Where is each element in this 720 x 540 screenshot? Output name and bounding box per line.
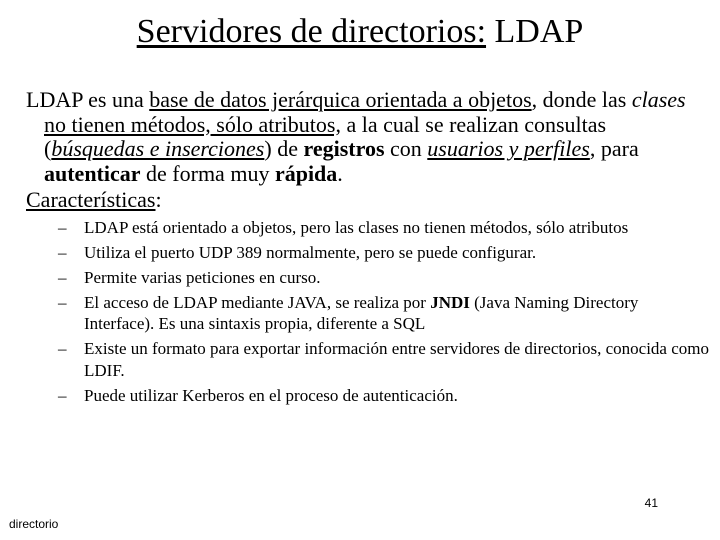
intro-text: con: [384, 136, 428, 161]
footer-label: directorio: [9, 517, 59, 531]
list-item: [58, 242, 710, 264]
list-item-text: Utiliza el puerto UDP 389 normalmente, pero se puede configurar.: [84, 242, 537, 262]
title-underlined: Servidores de directorios:: [136, 13, 487, 50]
list-item-text: Permite varias peticiones en curso.: [84, 267, 321, 287]
list-item: [58, 385, 710, 407]
characteristics-colon: :: [155, 187, 162, 212]
slide-body: [26, 88, 710, 410]
slide-title: [0, 10, 720, 54]
intro-bold: autenticar: [44, 160, 141, 186]
intro-text: .: [337, 160, 343, 186]
intro-italic-underline: usuarios y perfiles: [427, 136, 590, 161]
list-item-text: Existe un formato para exportar información entre servidores de directorios, conocida como LDIF.: [84, 339, 709, 380]
list-item: [58, 292, 710, 335]
intro-italic-underline: búsquedas e inserciones: [51, 136, 265, 161]
intro-underline: no tienen métodos, sólo atributos,: [44, 111, 341, 137]
list-item-text: Puede utilizar Kerberos en el proceso de autenticación.: [84, 385, 458, 405]
characteristics-label: Características: [26, 187, 156, 212]
intro-text: ) de: [264, 136, 304, 161]
intro-text: , para: [589, 136, 639, 161]
list-item-text: El acceso de LDAP mediante JAVA, se realiza por: [84, 292, 431, 312]
list-item: [58, 217, 710, 239]
intro-underline: base de datos jerárquica orientada a objetos: [149, 87, 532, 112]
intro-text: de forma muy: [140, 160, 275, 186]
list-item: [58, 267, 710, 289]
intro-text: , donde las: [531, 87, 632, 112]
intro-text: a la cual se realizan consultas (: [44, 111, 607, 161]
list-item-bold: JNDI: [430, 292, 470, 312]
list-item: [58, 338, 710, 381]
intro-bold: rápida: [274, 160, 338, 186]
intro-text: LDAP es una: [26, 87, 150, 112]
characteristics-list: [26, 217, 710, 407]
intro-bold: registros: [303, 136, 385, 161]
intro-italic: clases: [631, 87, 686, 112]
page-number: 41: [644, 496, 658, 510]
list-item-text: LDAP está orientado a objetos, pero las clases no tienen métodos, sólo atributos: [84, 217, 629, 237]
characteristics-heading: [26, 188, 710, 213]
list-item-text: (Java Naming Directory Interface). Es una sintaxis propia, diferente a SQL: [84, 292, 639, 333]
intro-paragraph: [26, 88, 710, 186]
title-plain: LDAP: [494, 13, 584, 50]
